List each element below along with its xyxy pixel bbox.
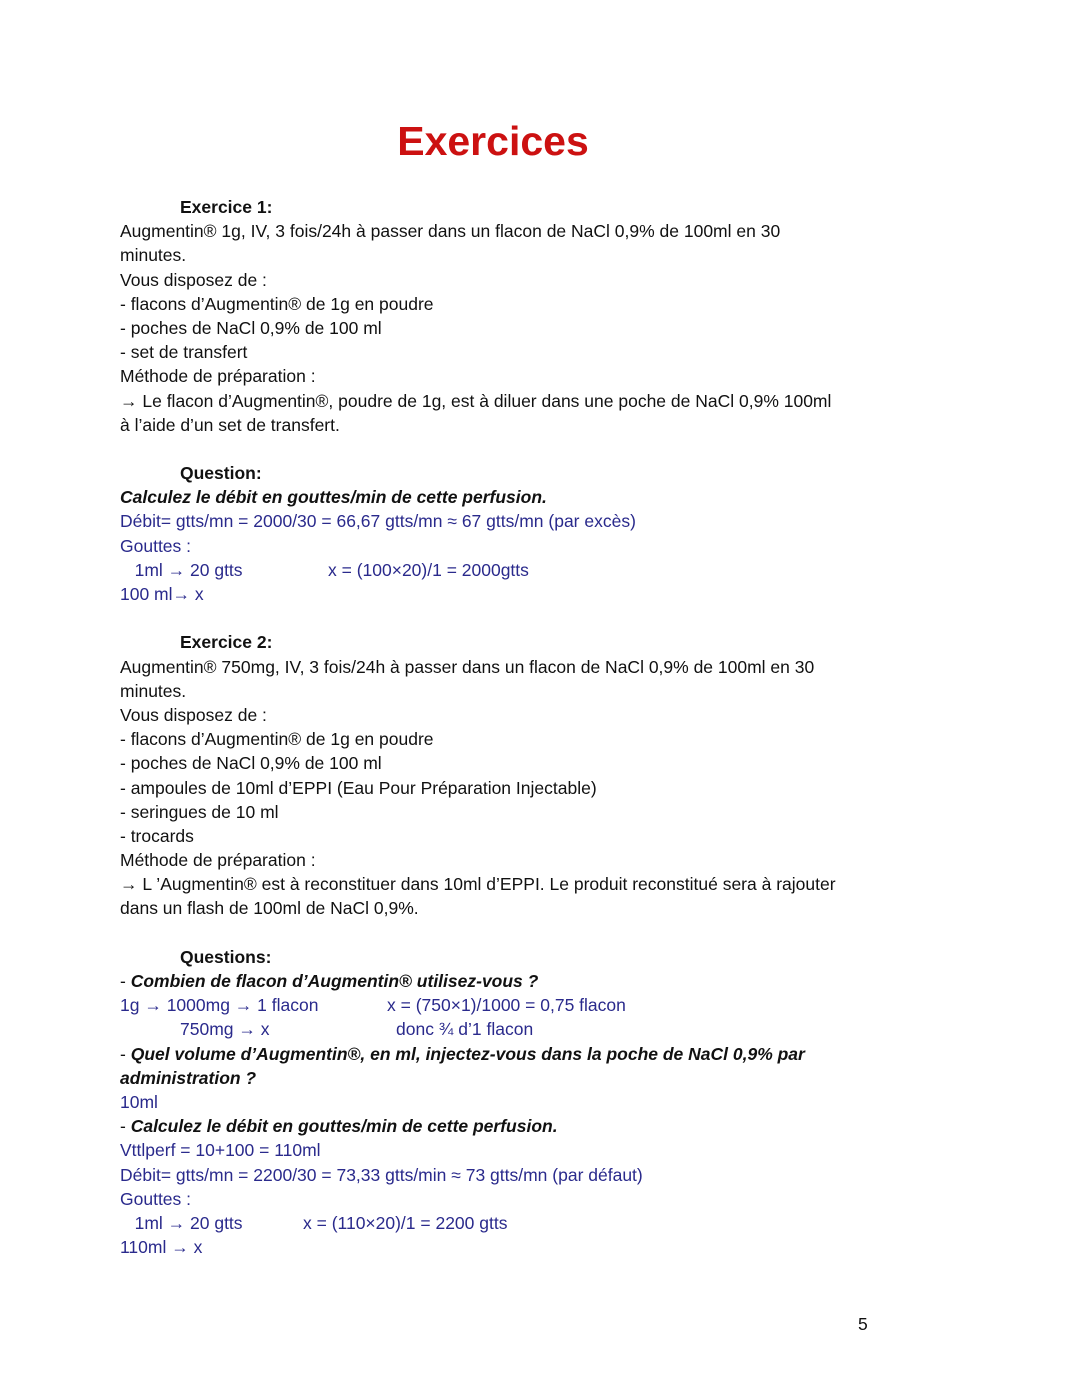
exercise-1-method-label: Méthode de préparation : xyxy=(120,366,316,387)
exercise-2-statement-cont: minutes. xyxy=(120,680,187,701)
exercise-2-item: - poches de NaCl 0,9% de 100 ml xyxy=(120,753,382,774)
exercise-1-item: - poches de NaCl 0,9% de 100 ml xyxy=(120,317,382,338)
exercise-1-statement: Augmentin® 1g, IV, 3 fois/24h à passer dans un flacon de NaCl 0,9% de 100ml en 30 xyxy=(120,221,781,242)
exercise-2-answer-3-gouttes: Gouttes : xyxy=(120,1188,192,1209)
question-dash: - xyxy=(120,1116,131,1137)
exercise-1-item: - flacons d’Augmentin® de 1g en poudre xyxy=(120,293,434,314)
answer-1-right: x = (750×1)/1000 = 0,75 flacon xyxy=(387,995,626,1016)
exercise-1-rule-left: 1ml → 20 gtts xyxy=(120,559,243,580)
answer-1-right-2: donc ¾ d’1 flacon xyxy=(396,1019,534,1040)
exercise-2-statement: Augmentin® 750mg, IV, 3 fois/24h à passer dans un flacon de NaCl 0,9% de 100ml en 30 xyxy=(120,656,815,677)
exercise-2-answer-1-row xyxy=(120,993,920,1017)
exercise-2-question-1 xyxy=(120,969,920,993)
exercise-2-answer-3-debit: Débit= gtts/mn = 2200/30 = 73,33 gtts/min ≈ 73 gtts/mn (par défaut) xyxy=(120,1164,643,1185)
page-number: 5 xyxy=(858,1314,868,1334)
exercise-1-rule-right: x = (100×20)/1 = 2000gtts xyxy=(328,559,529,580)
exercise-2-answer-3-rule-row xyxy=(120,1211,920,1235)
exercise-1-statement-cont: minutes. xyxy=(120,245,187,266)
exercise-1-question: Calculez le débit en gouttes/min de cette perfusion. xyxy=(120,487,547,508)
exercise-1-method-cont: à l’aide d’un set de transfert. xyxy=(120,414,340,435)
exercise-2-answer-2: 10ml xyxy=(120,1091,158,1112)
exercise-1-answer-debit: Débit= gtts/mn = 2000/30 = 66,67 gtts/mn ≈ 67 gtts/mn (par excès) xyxy=(120,511,636,532)
exercise-2-method: → L ’Augmentin® est à reconstituer dans 10ml d’EPPI. Le produit reconstitué sera à rajouter xyxy=(120,874,836,895)
exercise-2-method-label: Méthode de préparation : xyxy=(120,850,316,871)
exercise-2-heading: Exercice 2: xyxy=(180,632,273,653)
exercise-2-answer-1-row-2 xyxy=(120,1017,920,1041)
exercise-1-method: → Le flacon d’Augmentin®, poudre de 1g, est à diluer dans une poche de NaCl 0,9% 100ml xyxy=(120,390,832,411)
question-text: Combien de flacon d’Augmentin® utilisez-vous ? xyxy=(130,971,539,991)
exercise-1-question-heading: Question: xyxy=(180,463,262,484)
exercise-1-heading: Exercice 1: xyxy=(180,197,273,217)
page-title: Exercices xyxy=(397,118,589,164)
exercise-2-item: - trocards xyxy=(120,825,194,846)
exercise-2-questions-heading: Questions: xyxy=(180,946,272,967)
exercise-1-answer-rule-row xyxy=(120,558,920,582)
answer-1-left-2: 750mg → x xyxy=(180,1019,270,1040)
page-content xyxy=(120,195,920,1259)
exercise-2-item: - flacons d’Augmentin® de 1g en poudre xyxy=(120,729,434,750)
exercise-1-available-intro: Vous disposez de : xyxy=(120,269,267,290)
exercise-2-item: - ampoules de 10ml d’EPPI (Eau Pour Préparation Injectable) xyxy=(120,777,597,798)
exercise-1-answer-gouttes: Gouttes : xyxy=(120,535,192,556)
exercise-2-method-cont: dans un flash de 100ml de NaCl 0,9%. xyxy=(120,898,419,919)
exercise-1-item: - set de transfert xyxy=(120,342,248,363)
exercise-2-item: - seringues de 10 ml xyxy=(120,801,279,822)
question-dash: - xyxy=(120,971,131,991)
exercise-2-answer-3-volume: Vttlperf = 10+100 = 110ml xyxy=(120,1140,321,1161)
question-text: Calculez le débit en gouttes/min de cette perfusion. xyxy=(130,1116,558,1137)
question-text: Quel volume d’Augmentin®, en ml, injectez-vous dans la poche de NaCl 0,9% par xyxy=(130,1043,805,1064)
exercise-2-question-2-cont: administration ? xyxy=(120,1067,257,1088)
answer-3-left: 1ml → 20 gtts xyxy=(120,1212,243,1233)
exercise-2-question-3 xyxy=(120,1114,920,1138)
exercise-1-answer-rule-2: 100 ml→ x xyxy=(120,584,204,604)
answer-1-left: 1g → 1000mg → 1 flacon xyxy=(120,995,319,1016)
exercise-2-question-2 xyxy=(120,1042,920,1066)
answer-3-right: x = (110×20)/1 = 2200 gtts xyxy=(303,1212,508,1233)
exercise-2-available-intro: Vous disposez de : xyxy=(120,704,267,725)
question-dash: - xyxy=(120,1043,131,1064)
exercise-2-answer-3-rule-2: 110ml → x xyxy=(120,1237,203,1258)
